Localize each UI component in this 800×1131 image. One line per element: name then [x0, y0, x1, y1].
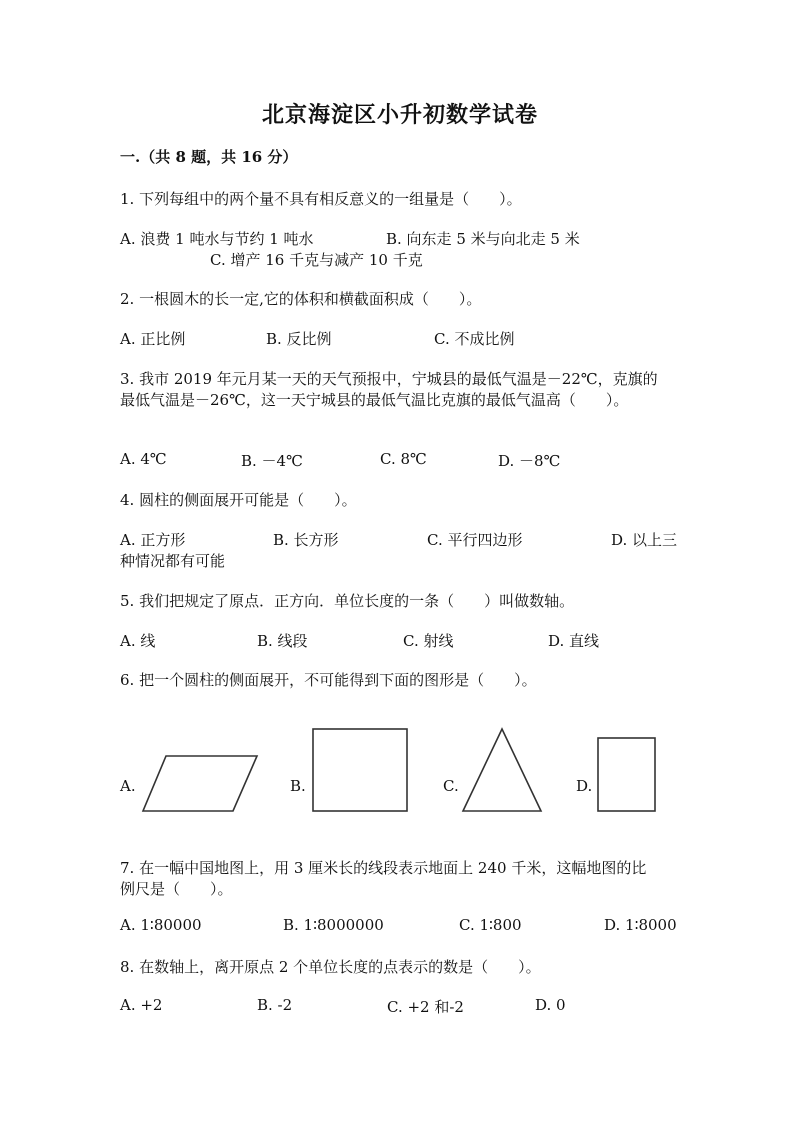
question-7-option-b[interactable]: B. 1∶8000000 [283, 916, 384, 934]
question-6-figures [110, 715, 690, 825]
question-8-option-c[interactable]: C. +2 和-2 [387, 998, 464, 1016]
question-6-option-d[interactable]: D. [576, 777, 593, 795]
question-3-stem-line-2: 最低气温是－26℃，这一天宁城县的最低气温比克旗的最低气温高（ ）。 [120, 391, 629, 409]
square-figure [312, 728, 408, 812]
question-3-option-c[interactable]: C. 8℃ [380, 450, 427, 468]
question-7-stem-line-1: 7. 在一幅中国地图上，用 3 厘米长的线段表示地面上 240 千米，这幅地图的比 [120, 859, 647, 877]
question-7-option-c[interactable]: C. 1∶800 [459, 916, 522, 934]
question-4-option-b[interactable]: B. 长方形 [273, 531, 339, 549]
question-3-option-d[interactable]: D. －8℃ [498, 452, 561, 470]
question-7-option-d[interactable]: D. 1∶8000 [604, 916, 677, 934]
page-title: 北京海淀区小升初数学试卷 [261, 102, 538, 128]
question-4-option-a[interactable]: A. 正方形 [120, 531, 186, 549]
question-7-stem-line-2: 例尺是（ ）。 [120, 880, 233, 898]
question-8-option-a[interactable]: A. +2 [120, 996, 163, 1014]
triangle-figure [462, 728, 542, 812]
question-5-option-a[interactable]: A. 线 [120, 632, 156, 650]
question-6-option-c[interactable]: C. [443, 777, 459, 795]
section-heading: 一.（共 8 题，共 16 分） [120, 148, 298, 166]
question-3-stem-line-1: 3. 我市 2019 年元月某一天的天气预报中，宁城县的最低气温是－22℃，克旗的 [120, 370, 658, 388]
question-7-option-a[interactable]: A. 1∶80000 [120, 916, 202, 934]
question-1-option-a[interactable]: A. 浪费 1 吨水与节约 1 吨水 [120, 230, 314, 248]
question-8-option-b[interactable]: B. -2 [257, 996, 293, 1014]
question-4-option-d-continued: 种情况都有可能 [120, 552, 226, 570]
question-1-option-c[interactable]: C. 增产 16 千克与减产 10 千克 [210, 251, 423, 269]
question-5-stem: 5. 我们把规定了原点．正方向．单位长度的一条（ ）叫做数轴。 [120, 592, 575, 610]
question-6-stem: 6. 把一个圆柱的侧面展开，不可能得到下面的图形是（ ）。 [120, 671, 537, 689]
question-3-option-b[interactable]: B. －4℃ [241, 452, 303, 470]
question-4-option-c[interactable]: C. 平行四边形 [427, 531, 523, 549]
question-4-stem: 4. 圆柱的侧面展开可能是（ ）。 [120, 491, 357, 509]
question-2-option-c[interactable]: C. 不成比例 [434, 330, 515, 348]
rectangle-figure [597, 737, 657, 812]
question-2-option-a[interactable]: A. 正比例 [120, 330, 186, 348]
question-5-option-c[interactable]: C. 射线 [403, 632, 454, 650]
question-6-option-b[interactable]: B. [290, 777, 306, 795]
question-5-option-d[interactable]: D. 直线 [548, 632, 600, 650]
question-1-option-b[interactable]: B. 向东走 5 米与向北走 5 米 [386, 230, 580, 248]
question-1-stem: 1. 下列每组中的两个量不具有相反意义的一组量是（ ）。 [120, 190, 522, 208]
question-8-stem: 8. 在数轴上，离开原点 2 个单位长度的点表示的数是（ ）。 [120, 958, 541, 976]
question-3-option-a[interactable]: A. 4℃ [120, 450, 167, 468]
question-2-stem: 2. 一根圆木的长一定,它的体积和横截面积成（ ）。 [120, 290, 482, 308]
question-8-option-d[interactable]: D. 0 [535, 996, 566, 1014]
question-5-option-b[interactable]: B. 线段 [257, 632, 308, 650]
parallelogram-figure [142, 755, 258, 812]
question-4-option-d[interactable]: D. 以上三 [611, 531, 678, 549]
question-6-option-a[interactable]: A. [120, 777, 136, 795]
question-2-option-b[interactable]: B. 反比例 [266, 330, 332, 348]
